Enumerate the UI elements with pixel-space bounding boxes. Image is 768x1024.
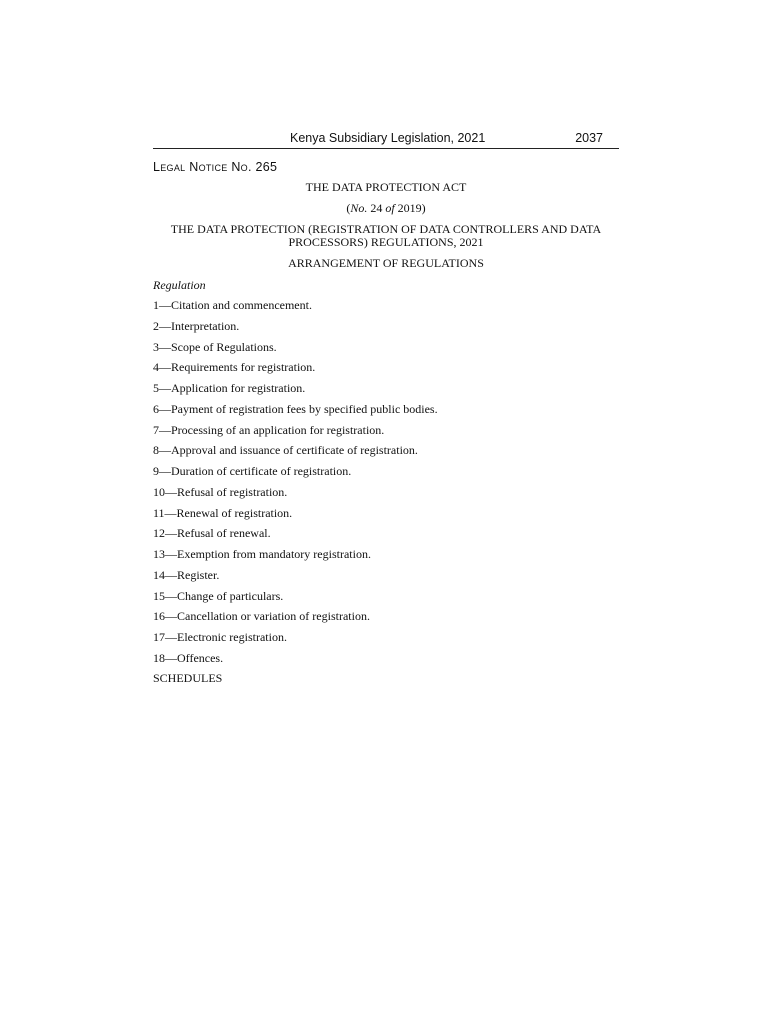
regulations-title: THE DATA PROTECTION (REGISTRATION OF DATA CONTROLLERS AND DATA PROCESSORS) REGULATIONS, 2021 bbox=[170, 222, 602, 249]
list-item: 10—Refusal of registration. bbox=[153, 484, 288, 499]
list-item: 18—Offences. bbox=[153, 650, 224, 665]
list-item: 16—Cancellation or variation of registration. bbox=[153, 609, 370, 624]
act-number-no-label: No. bbox=[350, 201, 368, 215]
page-number: 2037 bbox=[575, 131, 603, 145]
list-item: 14—Register. bbox=[153, 567, 220, 582]
list-item: 17—Electronic registration. bbox=[153, 630, 287, 644]
list-item: 4—Requirements for registration. bbox=[153, 360, 316, 375]
list-item: 13—Exemption from mandatory registration. bbox=[153, 547, 371, 561]
list-item: 2—Interpretation. bbox=[153, 318, 240, 333]
list-item: 8—Approval and issuance of certificate of registration. bbox=[153, 443, 418, 458]
list-item: 15—Change of particulars. bbox=[153, 588, 284, 603]
list-item: 11—Renewal of registration. bbox=[153, 505, 293, 520]
list-item: 6—Payment of registration fees by specified public bodies. bbox=[153, 401, 438, 416]
act-number-of-label: of bbox=[385, 201, 395, 215]
schedules-heading: SCHEDULES bbox=[153, 671, 223, 685]
list-item: 3—Scope of Regulations. bbox=[153, 339, 277, 354]
legal-notice-number: Legal Notice No. 265 bbox=[153, 160, 278, 174]
regulations-list bbox=[153, 298, 438, 672]
arrangement-heading: ARRANGEMENT OF REGULATIONS bbox=[288, 256, 484, 270]
header-title: Kenya Subsidiary Legislation, 2021 bbox=[290, 131, 486, 145]
list-item: 5—Application for registration. bbox=[153, 381, 306, 395]
running-header bbox=[153, 129, 619, 149]
regulation-column-label: Regulation bbox=[153, 278, 206, 292]
act-number bbox=[153, 202, 619, 215]
list-item: 7—Processing of an application for registration. bbox=[153, 422, 385, 437]
list-item: 9—Duration of certificate of registration. bbox=[153, 464, 352, 478]
act-number-value: 24 bbox=[367, 201, 386, 215]
act-number-year: 2019) bbox=[394, 201, 426, 215]
act-title: THE DATA PROTECTION ACT bbox=[305, 180, 467, 194]
list-item: 1—Citation and commencement. bbox=[153, 298, 312, 312]
act-number-open: ( bbox=[346, 201, 351, 215]
list-item: 12—Refusal of renewal. bbox=[153, 526, 271, 541]
